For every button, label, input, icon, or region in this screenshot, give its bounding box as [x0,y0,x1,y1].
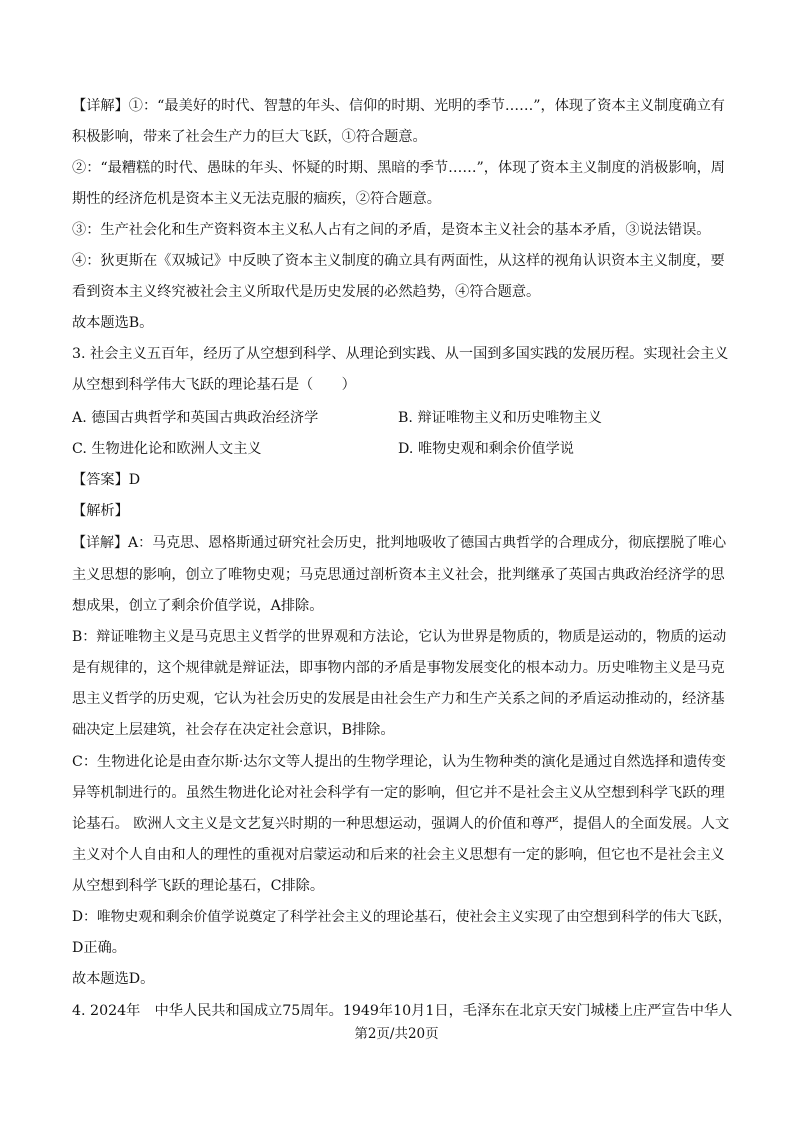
question-4-stem: 4. 2024年 中华人民共和国成立75周年。1949年10月1日，毛泽东在北京天安门城楼上庄严宣告中华人 [72,1003,733,1019]
detail-line: 主义对个人自由和人的理性的重视对启蒙运动和后来的社会主义思想有一定的影响，但它也不是社会主义 [72,847,725,863]
explanation-line: 积极影响，带来了社会生产力的巨大飞跃，①符合题意。 [72,129,427,145]
conclusion-line: 故本题选B。 [72,315,154,331]
explanation-line: 【详解】①：“最美好的时代、智慧的年头、信仰的时期、光明的季节……”，体现了资本主义制度确立有 [72,98,725,114]
question-3-stem: 3. 社会主义五百年，经历了从空想到科学、从理论到实践、从一国到多国实践的发展历程。实现社会主义 [72,346,729,362]
explanation-line: ③：生产社会化和生产资料资本主义私人占有之间的矛盾，是资本主义社会的基本矛盾，③说法错误。 [72,222,711,238]
option-b: B. 辩证唯物主义和历史唯物主义 [398,410,602,426]
conclusion-line: 故本题选D。 [72,971,155,987]
explanation-line: 期性的经济危机是资本主义无法克服的痼疾，②符合题意。 [72,191,441,207]
detail-line: 从空想到科学飞跃的理论基石，C排除。 [72,878,325,894]
analysis-heading: 【解析】 [72,503,129,519]
page-number: 第2页/共20页 [354,1026,439,1042]
question-3-stem: 从空想到科学伟大飞跃的理论基石是（ ） [72,377,356,393]
detail-line: 是有规律的，这个规律就是辩证法，即事物内部的矛盾是事物发展变化的根本动力。历史唯物主义是马克 [72,660,725,676]
detail-line: B：辩证唯物主义是马克思主义哲学的世界观和方法论，它认为世界是物质的，物质是运动的，物质的运动 [72,629,727,645]
detail-line: 础决定上层建筑，社会存在决定社会意识，B排除。 [72,722,395,738]
answer-line: 【答案】D [72,472,141,488]
detail-line: 主义思想的影响，创立了唯物史观；马克思通过剖析资本主义社会，批判继承了英国古典政治经济学的思 [72,567,725,583]
detail-line: 异等机制进行的。虽然生物进化论对社会科学有一定的影响，但它并不是社会主义从空想到科学飞跃的理 [72,785,725,801]
detail-line: 论基石。 欧洲人文主义是文艺复兴时期的一种思想运动，强调人的价值和尊严，提倡人的全面发展。人文 [72,816,730,832]
detail-line: 【详解】A：马克思、恩格斯通过研究社会历史，批判地吸收了德国古典哲学的合理成分，彻底摆脱了唯心 [72,535,727,551]
detail-line: D：唯物史观和剩余价值学说奠定了科学社会主义的理论基石，使社会主义实现了由空想到科学的伟大飞跃， [72,909,732,925]
explanation-line: 看到资本主义终究被社会主义所取代是历史发展的必然趋势，④符合题意。 [72,284,541,300]
explanation-line: ②：“最糟糕的时代、愚昧的年头、怀疑的时期、黑暗的季节……”，体现了资本主义制度的消极影响，周 [72,160,725,176]
explanation-line: ④：狄更斯在《双城记》中反映了资本主义制度的确立具有两面性，从这样的视角认识资本主义制度，要 [72,253,725,269]
detail-line: D正确。 [72,940,126,956]
option-d: D. 唯物史观和剩余价值学说 [398,441,574,457]
detail-line: C：生物进化论是由查尔斯·达尔文等人提出的生物学理论，认为生物种类的演化是通过自然选择和遗传变 [72,754,726,770]
detail-line: 思主义哲学的历史观，它认为社会历史的发展是由社会生产力和生产关系之间的矛盾运动推动的，经济基 [72,691,725,707]
option-c: C. 生物进化论和欧洲人文主义 [72,441,262,457]
option-a: A. 德国古典哲学和英国古典政治经济学 [72,410,319,426]
detail-line: 想成果，创立了剩余价值学说，A排除。 [72,598,324,614]
